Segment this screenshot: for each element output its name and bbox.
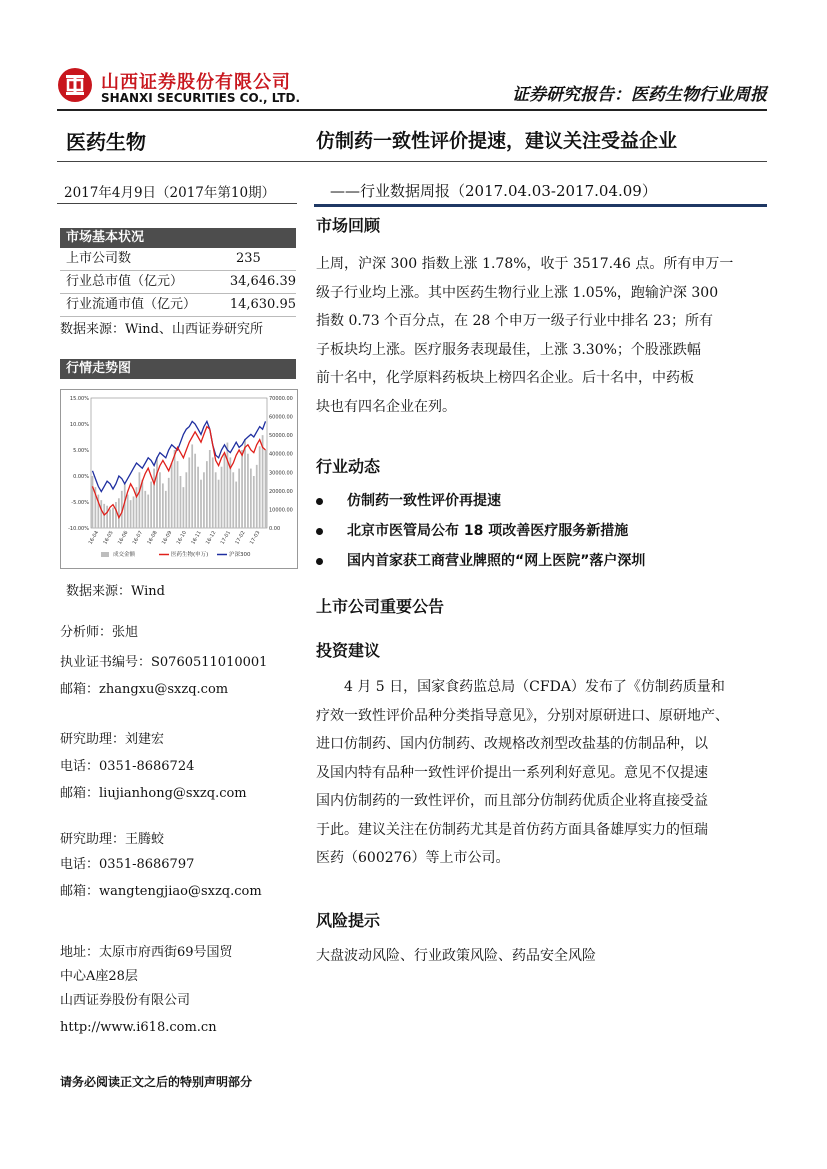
x-tick-label: 16-08: [146, 530, 159, 546]
news-item-text: 国内首家获工商营业牌照的“网上医院”落户深圳: [347, 553, 646, 569]
table-row: [60, 271, 296, 294]
section-heading-market-review: 市场回顾: [316, 216, 381, 235]
paragraph-line: 级子行业均上涨。其中医药生物行业上涨 1.05%，跑输沪深 300: [316, 284, 719, 301]
address-block: [60, 941, 233, 1040]
volume-bar: [250, 469, 252, 528]
volume-bar: [180, 476, 182, 528]
volume-bar: [130, 500, 132, 528]
x-tick-label: 16-09: [160, 530, 174, 546]
analyst-name: 分析师：张旭: [60, 625, 139, 640]
volume-bar: [127, 495, 129, 528]
row-label: 上市公司数: [66, 251, 132, 266]
analyst-email[interactable]: 邮箱：zhangxu@sxzq.com: [60, 682, 229, 697]
volume-bar: [232, 472, 234, 528]
volume-bar: [265, 450, 267, 528]
volume-bar: [200, 480, 202, 528]
row-value: 235: [236, 251, 261, 266]
volume-bar: [215, 472, 217, 528]
volume-bar: [112, 508, 114, 528]
row-value: 34,646.39: [229, 274, 296, 289]
volume-bar: [115, 502, 117, 528]
chart-frame: [60, 389, 298, 569]
report-subtitle: ——行业数据周报（2017.04.03-2017.04.09）: [330, 182, 657, 200]
report-title: 仿制药一致性评价提速，建议关注受益企业: [316, 130, 678, 152]
volume-bar: [92, 476, 94, 528]
company-name-cn: 山西证券股份有限公司: [101, 72, 291, 93]
volume-bar: [109, 509, 111, 528]
market-trend-chart: [61, 390, 297, 568]
x-tick-label: 16-07: [131, 530, 145, 546]
volume-bar: [177, 461, 179, 528]
volume-bar: [247, 454, 249, 528]
header-divider: [57, 109, 767, 111]
volume-bar: [197, 467, 199, 528]
volume-bar: [159, 472, 161, 528]
analyst-block: [60, 621, 267, 705]
volume-bar: [227, 443, 229, 528]
volume-bar: [156, 457, 158, 528]
volume-bar: [171, 463, 173, 528]
news-item-text: 仿制药一致性评价再提速: [347, 493, 501, 509]
list-item: [312, 546, 645, 576]
list-item: [312, 486, 645, 516]
y-right-tick-label: 60000.00: [269, 414, 293, 421]
volume-bar: [218, 480, 220, 528]
row-label: 行业总市值（亿元）: [66, 274, 184, 289]
assistant-email[interactable]: 邮箱：wangtengjiao@sxzq.com: [60, 884, 262, 899]
x-tick-label: 16-12: [204, 530, 218, 546]
website-link[interactable]: http://www.i618.com.cn: [60, 1020, 217, 1035]
section-heading-industry-news: 行业动态: [316, 457, 381, 476]
volume-bar: [100, 500, 102, 528]
assistant-block: [60, 828, 262, 907]
bullet-icon: [316, 498, 323, 505]
row-label: 行业流通市值（亿元）: [66, 297, 197, 312]
left-date-rule: [57, 203, 297, 204]
assistant-email[interactable]: 邮箱：liujianhong@sxzq.com: [60, 786, 247, 801]
market-review-text: [316, 250, 771, 421]
y-right-tick-label: 40000.00: [269, 451, 293, 458]
news-item-text: 北京市医管局公布 18 项改善医疗服务新措施: [347, 523, 629, 539]
company-name-en: SHANXI SECURITIES CO., LTD.: [101, 91, 301, 105]
paragraph-line: 4 月 5 日，国家食药监总局（CFDA）发布了《仿制药质量和: [344, 679, 725, 695]
volume-bar: [244, 439, 246, 528]
volume-bar: [162, 483, 164, 528]
market-table-source: 数据来源：Wind、山西证券研究所: [60, 322, 263, 337]
assistant-phone: 电话：0351-8686724: [60, 759, 195, 774]
paragraph-line: 进口仿制药、国内仿制药、改规格改剂型改盐基的仿制品种，以: [316, 736, 708, 752]
volume-bar: [256, 465, 258, 528]
volume-bar: [209, 450, 211, 528]
paragraph-line: 及国内特有品种一致性评价提出一系列利好意见。意见不仅提速: [316, 764, 708, 781]
x-tick-label: 16-05: [102, 530, 115, 546]
volume-bar: [185, 472, 187, 528]
address-line: 地址：太原市府西街69号国贸: [60, 945, 233, 960]
volume-bar: [262, 435, 264, 528]
y-right-tick-label: 10000.00: [269, 507, 293, 514]
legend-label: 医药生物(申万): [171, 552, 209, 558]
section-heading-announcements: 上市公司重要公告: [316, 597, 445, 616]
y-left-tick-label: 5.00%: [73, 448, 89, 454]
y-right-tick-label: 50000.00: [269, 433, 293, 440]
row-value: 14,630.95: [229, 297, 296, 312]
y-left-tick-label: -10.00%: [68, 526, 89, 532]
paragraph-line: 前十名中，化学原料药板块上榜四名企业。后十名中，中药板: [316, 370, 694, 386]
x-tick-label: 16-10: [175, 530, 189, 546]
x-tick-label: 17-02: [234, 530, 247, 546]
volume-bar: [183, 487, 185, 528]
table-row: [60, 248, 296, 271]
list-item: [312, 516, 645, 546]
volume-bar: [118, 498, 120, 528]
chart-heading: 行情走势图: [60, 359, 296, 379]
volume-bar: [150, 482, 152, 528]
volume-bar: [238, 469, 240, 528]
y-left-tick-label: -5.00%: [71, 500, 89, 506]
legend-label: 成交金额: [113, 552, 136, 558]
volume-bar: [136, 487, 138, 528]
volume-bar: [259, 446, 261, 528]
table-row: [60, 294, 296, 317]
x-tick-label: 16-06: [116, 530, 130, 546]
volume-bar: [194, 454, 196, 528]
volume-bar: [206, 461, 208, 528]
analyst-cert-id: 执业证书编号：S0760511010001: [60, 655, 268, 670]
legend-swatch: [101, 552, 109, 557]
x-tick-label: 16-11: [190, 530, 203, 546]
y-right-tick-label: 20000.00: [269, 488, 293, 495]
assistant-name: 研究助理：刘建宏: [60, 732, 165, 747]
y-right-tick-label: 30000.00: [269, 470, 293, 477]
paragraph-line: 国内仿制药的一致性评价，而且部分仿制药优质企业将直接受益: [316, 793, 708, 809]
market-table-heading: 市场基本状况: [60, 228, 296, 248]
volume-bar: [165, 491, 167, 528]
paragraph-line: 医药（600276）等上市公司。: [316, 850, 510, 866]
bullet-icon: [316, 528, 323, 535]
risk-text: 大盘波动风险、行业政策风险、药品安全风险: [316, 948, 596, 964]
y-right-tick-label: 70000.00: [269, 396, 293, 402]
issue-date: 2017年4月9日（2017年第10期）: [64, 185, 276, 201]
y-left-tick-label: 10.00%: [69, 422, 89, 428]
legend-label: 沪深300: [229, 552, 251, 558]
y-right-tick-label: 0.00: [269, 526, 281, 532]
title-divider: [57, 161, 767, 162]
volume-bar: [144, 491, 146, 528]
report-type: 证券研究报告：医药生物行业周报: [512, 85, 767, 105]
volume-bar: [168, 478, 170, 528]
paragraph-line: 子板块均上涨。医疗服务表现最佳，上涨 3.30%；个股涨跌幅: [316, 341, 701, 358]
volume-bar: [103, 504, 105, 528]
company-logo: [57, 67, 93, 103]
market-table: [60, 228, 296, 317]
address-line: 中心A座28层: [60, 969, 138, 984]
address-company: 山西证券股份有限公司: [60, 993, 191, 1008]
x-tick-label: 17-01: [219, 530, 233, 546]
volume-bar: [212, 457, 214, 528]
paragraph-line: 于此。建议关注在仿制药尤其是首仿药方面具备雄厚实力的恒瑞: [316, 821, 708, 838]
volume-bar: [224, 454, 226, 528]
investment-text: [316, 673, 771, 873]
paragraph-line: 块也有四名企业在列。: [316, 398, 456, 415]
volume-bar: [147, 495, 149, 528]
volume-bar: [235, 482, 237, 528]
right-blue-rule: [314, 204, 767, 207]
y-left-tick-label: 0.00%: [73, 474, 89, 480]
volume-bar: [221, 467, 223, 528]
bullet-icon: [316, 558, 323, 565]
x-tick-label: 16-04: [87, 530, 101, 546]
logo-emblem-icon: [57, 67, 93, 103]
section-heading-risk: 风险提示: [316, 911, 381, 930]
volume-bar: [153, 469, 155, 528]
volume-bar: [106, 506, 108, 528]
volume-bar: [203, 472, 205, 528]
volume-bar: [253, 476, 255, 528]
paragraph-line: 上周，沪深 300 指数上涨 1.78%，收于 3517.46 点。所有申万一: [316, 256, 734, 272]
volume-bar: [133, 496, 135, 528]
x-tick-label: 17-03: [248, 530, 262, 546]
volume-bar: [139, 472, 141, 528]
chart-source: 数据来源：Wind: [66, 584, 165, 599]
plot-area: [91, 398, 267, 528]
assistant-name: 研究助理：王腾蛟: [60, 832, 165, 847]
paragraph-line: 指数 0.73 个百分点，在 28 个申万一级子行业中排名 23；所有: [316, 313, 714, 329]
volume-bar: [174, 450, 176, 528]
assistant-phone: 电话：0351-8686797: [60, 857, 195, 872]
assistant-block: [60, 728, 247, 809]
volume-bar: [241, 450, 243, 528]
footer-note: 请务必阅读正文之后的特别声明部分: [60, 1075, 253, 1089]
industry-news-list: [312, 486, 645, 576]
volume-bar: [191, 444, 193, 528]
y-left-tick-label: 15.00%: [69, 396, 89, 402]
volume-bar: [188, 457, 190, 528]
volume-bar: [141, 480, 143, 528]
paragraph-line: 疗效一致性评价品种分类指导意见》，分别对原研进口、原研地产、: [316, 707, 729, 724]
sector-name: 医药生物: [66, 130, 146, 154]
section-heading-investment: 投资建议: [316, 641, 381, 660]
